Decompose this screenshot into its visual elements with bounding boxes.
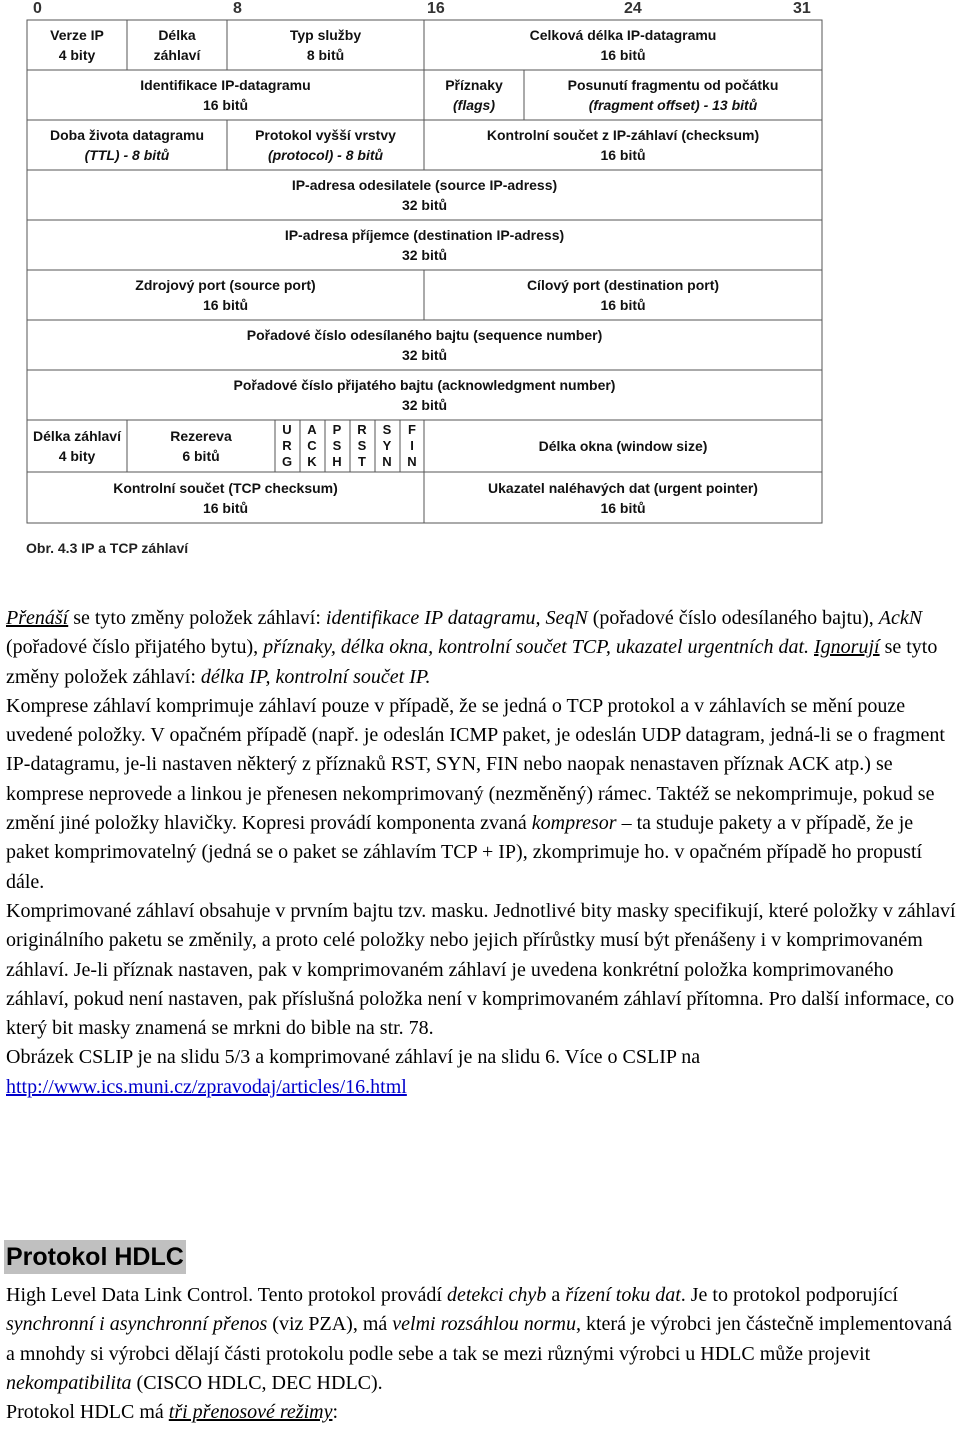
field-label: Doba života datagramu (49, 127, 205, 143)
field-destination-port (424, 270, 822, 320)
field-ttl (27, 120, 227, 170)
field-label: Příznaky (445, 77, 503, 93)
field-ip-checksum (424, 120, 822, 170)
paragraph-cslip: Obrázek CSLIP je na slidu 5/3 a komprimované záhlaví je na slidu 6. Více o CSLIP na http://www.ics.muni.cz/zpravodaj/articles/16.html (6, 1046, 701, 1098)
field-urgent-pointer (424, 472, 822, 523)
field-label: Protokol vyšší vrstvy (255, 127, 396, 143)
flag-psh: P S H (332, 422, 342, 469)
paragraph-hdlc-modes: Protokol HDLC má tři přenosové režimy: (6, 1401, 339, 1424)
field-version (27, 20, 127, 70)
cslip-article-link[interactable]: http://www.ics.muni.cz/zpravodaj/articles/16.html (6, 1075, 407, 1098)
field-label: Pořadové číslo přijatého bajtu (acknowledgment number) (233, 377, 616, 393)
field-acknowledgment-number (27, 370, 822, 420)
bit-ruler-16: 16 (427, 0, 445, 17)
field-size: 32 bitů (401, 197, 448, 213)
field-size: 8 bitů (306, 47, 345, 63)
field-size: 16 bitů (600, 499, 646, 516)
field-size: 6 bitů (182, 448, 220, 464)
field-flags (424, 70, 524, 120)
field-label: Zdrojový port (source port) (135, 277, 316, 293)
paragraph-compression: Komprese záhlaví komprimuje záhlaví pouze v případě, že se jedná o TCP protokol a v záhlavích se mění pouze uvedené položky. V opačném případě (např. je odeslán ICMP paket, je odeslán UDP datagram, jedná-li se o fragment IP-datagramu, je-li nastaven některý z příznaků RST, SYN, FIN nebo naopak nenastaven příznak ACK atp.) se komprese neprovede a linkou je přenesen nekomprimovaný (nezměněný) rámec. Taktéž se nekomprimuje, pokud se změní jiné položky hlavičky. Kopresi provádí komponenta zvaná kompresor – ta studuje pakety a v případě, že je paket komprimovatelný (jedná se o paket se záhlavím TCP + IP), zkomprimuje ho. v opačném případě ho propustí dále. (6, 694, 945, 893)
field-size: 32 bitů (401, 347, 448, 363)
field-label: Kontrolní součet z IP-záhlaví (checksum) (486, 127, 760, 143)
field-window-size (424, 420, 822, 472)
paragraph-mask: Komprimované záhlaví obsahuje v prvním bajtu tzv. masku. Jednotlivé bity masky specifikují, které položky v záhlaví originálního paketu se změnily, a proto celé položky nebo jejich přírůstky musí být přenášeny i v komprimovaném záhlaví. Je-li příznak nastaven, pak v komprimovaném záhlaví je uvedena konkrétní položka komprimovaného záhlaví, pokud není nastaven, pak příslušná položka není v komprimovaném záhlaví přítomna. Pro další informace, co který bit masky znamená se mrkni do bible na str. 78. (6, 899, 956, 1040)
field-label: Pořadové číslo odesílaného bajtu (sequence number) (246, 327, 603, 343)
field-identification (27, 70, 424, 120)
field-label: Ukazatel naléhavých dat (urgent pointer) (488, 479, 758, 496)
field-protocol (227, 120, 424, 170)
field-fragment-offset (524, 70, 822, 120)
flag-syn: S Y N (382, 422, 392, 469)
field-type-of-service (227, 20, 424, 70)
bit-ruler-0: 0 (33, 0, 42, 17)
field-size: 32 bitů (401, 247, 448, 263)
field-size: 16 bitů (600, 147, 646, 163)
field-size: (TTL) - 8 bitů (84, 147, 170, 163)
field-label: Délka (158, 27, 196, 43)
field-label: Posunutí fragmentu od počátku (567, 77, 779, 93)
field-label: Rezereva (170, 428, 232, 444)
flag-rst: R S T (357, 422, 367, 469)
bit-ruler-8: 8 (233, 0, 242, 17)
field-label: Kontrolní součet (TCP checksum) (113, 479, 338, 496)
field-sequence-number (27, 320, 822, 370)
field-size: záhlaví (153, 47, 201, 63)
flag-fin: F I N (407, 422, 417, 469)
field-label: Verze IP (50, 27, 104, 43)
field-size: 4 bity (58, 47, 96, 63)
field-reserved (127, 420, 275, 472)
flag-urg: U R G (281, 422, 293, 469)
field-ip-header-length (127, 20, 227, 70)
field-label: IP-adresa příjemce (destination IP-adress) (284, 227, 565, 243)
field-label: IP-adresa odesilatele (source IP-adress) (291, 177, 558, 193)
field-source-ip (27, 170, 822, 220)
field-label: Celková délka IP-datagramu (529, 27, 717, 43)
field-size: 16 bitů (600, 47, 646, 63)
field-size: 16 bitů (202, 297, 249, 313)
field-destination-ip (27, 220, 822, 270)
field-tcp-header-length (27, 420, 127, 472)
field-tcp-checksum (27, 472, 424, 523)
field-size: (fragment offset) - 13 bitů (588, 97, 758, 113)
field-size: 16 bitů (202, 97, 249, 113)
field-label: Identifikace IP-datagramu (140, 77, 311, 93)
field-size: 16 bitů (600, 297, 646, 313)
paragraph-transmitted-fields: Přenáší se tyto změny položek záhlaví: identifikace IP datagramu, SeqN (pořadové číslo odesílaného bajtu), AckN (pořadové číslo přijatého bytu), příznaky, délka okna, kontrolní součet TCP, ukazatel urgentních dat. Ignorují se tyto změny položek záhlaví: délka IP, kontrolní součet IP. (6, 607, 938, 688)
field-size: 32 bitů (401, 397, 448, 413)
flag-ack: A C K (307, 422, 317, 469)
field-size: 4 bity (58, 448, 96, 464)
field-label: Délka záhlaví (33, 428, 121, 444)
section-heading-hdlc: Protokol HDLC (4, 1240, 186, 1274)
field-label: Typ služby (289, 27, 362, 43)
figure-caption: Obr. 4.3 IP a TCP záhlaví (26, 540, 189, 556)
field-source-port (27, 270, 424, 320)
bit-ruler-24: 24 (624, 0, 642, 17)
field-size: (protocol) - 8 bitů (267, 147, 384, 163)
field-total-length (424, 20, 822, 70)
field-size: 16 bitů (202, 499, 249, 516)
field-label: Cílový port (destination port) (526, 277, 720, 293)
body-text-block-1 (6, 604, 958, 1102)
paragraph-hdlc-intro: High Level Data Link Control. Tento protokol provádí detekci chyb a řízení toku dat. Je to protokol podporující synchronní i asynchronní přenos (viz PZA), má velmi rozsáhlou normu, která je výrobci jen částečně implementovaná a mnohdy si výrobci dělají části protokolu podle sebe a tak se mezi různými výrobci u HDLC může projevit nekompatibilita (CISCO HDLC, DEC HDLC). (6, 1284, 952, 1394)
bit-ruler-31: 31 (793, 0, 811, 17)
field-size: (flags) (453, 97, 495, 113)
field-label: Délka okna (window size) (538, 438, 708, 454)
ip-tcp-header-diagram (0, 0, 960, 570)
body-text-block-2 (6, 1281, 958, 1427)
